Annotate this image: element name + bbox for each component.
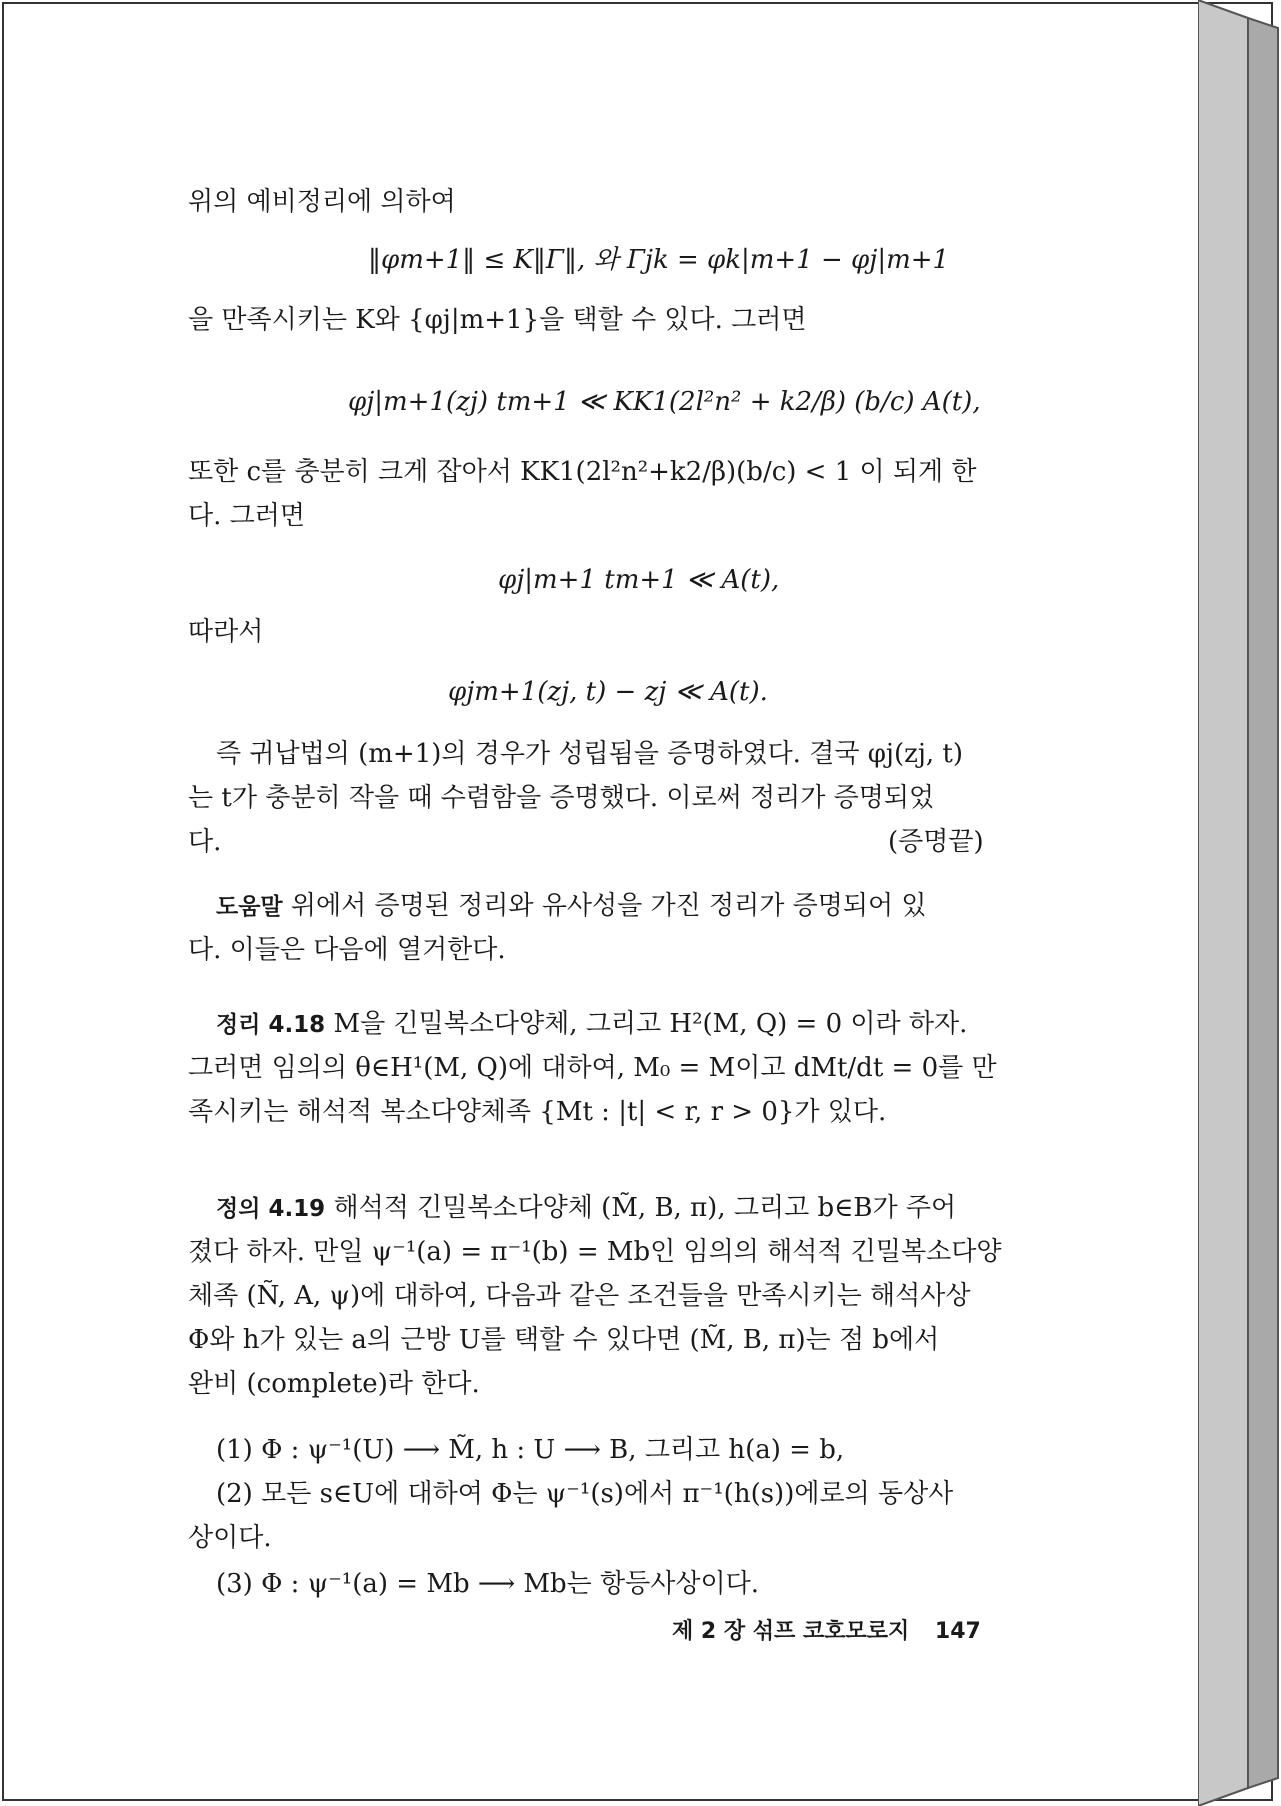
note-label: 도움말	[216, 894, 283, 920]
equation-2: φj|m+1(zj) tm+1 ≪ KK1(2l²n² + k2/β) (b/c) A(t),	[348, 387, 981, 417]
condition-1: (1) Φ : ψ⁻¹(U) ⟶ M̃, h : U ⟶ B, 그리고 h(a) = b,	[216, 1435, 845, 1465]
running-footer	[672, 1614, 981, 1645]
note-line	[216, 884, 926, 929]
equation-1: ‖φm+1‖ ≤ K‖Γ‖, 와 Γjk = φk|m+1 − φj|m+1	[368, 245, 950, 275]
paragraph-line: 족시키는 해석적 복소다양체족 {Mt : |t| < r, r > 0}가 있다.	[188, 1097, 887, 1127]
page-number: 147	[934, 1619, 981, 1644]
paragraph-line: 다. 그러면	[188, 501, 305, 531]
paragraph-line: 위의 예비정리에 의하여	[188, 187, 456, 217]
paragraph-line: 졌다 하자. 만일 ψ⁻¹(a) = π⁻¹(b) = Mb인 임의의 해석적 긴밀복소다양	[188, 1237, 1002, 1267]
paragraph-line: 체족 (Ñ, A, ψ)에 대하여, 다음과 같은 조건들을 만족시키는 해석사상	[188, 1281, 971, 1311]
theorem-text: M을 긴밀복소다양체, 그리고 H²(M, Q) = 0 이라 하자.	[333, 1009, 968, 1039]
paragraph-line: 는 t가 충분히 작을 때 수렴함을 증명했다. 이로써 정리가 증명되었	[188, 783, 935, 813]
condition-2: (2) 모든 s∈U에 대하여 Φ는 ψ⁻¹(s)에서 π⁻¹(h(s))에로의 동상사	[216, 1479, 954, 1509]
theorem-line	[216, 1002, 967, 1047]
definition-label: 정의 4.19	[216, 1196, 326, 1222]
definition-text: 해석적 긴밀복소다양체 (M̃, B, π), 그리고 b∈B가 주어	[333, 1193, 957, 1223]
definition-line	[216, 1186, 956, 1231]
paragraph-line: 완비 (complete)라 한다.	[188, 1369, 480, 1399]
note-text: 위에서 증명된 정리와 유사성을 가진 정리가 증명되어 있	[290, 891, 927, 921]
paragraph-line: 따라서	[188, 617, 264, 647]
paragraph-line: Φ와 h가 있는 a의 근방 U를 택할 수 있다면 (M̃, B, π)는 점 b에서	[188, 1325, 940, 1355]
paragraph-line: 다.	[188, 827, 222, 857]
paragraph-line: 을 만족시키는 K와 {φj|m+1}을 택할 수 있다. 그러면	[188, 305, 807, 335]
paragraph-line: 즉 귀납법의 (m+1)의 경우가 성립됨을 증명하였다. 결국 φj(zj, t)	[216, 739, 963, 769]
paragraph-line: 상이다.	[188, 1523, 272, 1553]
paragraph-line: 다. 이들은 다음에 열거한다.	[188, 935, 506, 965]
theorem-label: 정리 4.18	[216, 1012, 326, 1038]
paragraph-line: 그러면 임의의 θ∈H¹(M, Q)에 대하여, M₀ = M이고 dMt/dt = 0를 만	[188, 1053, 997, 1083]
qed-marker: (증명끝)	[888, 827, 984, 857]
equation-4: φjm+1(zj, t) − zj ≪ A(t).	[448, 677, 768, 707]
chapter-title: 제 2 장 섞프 코호모로지	[672, 1619, 910, 1644]
condition-3: (3) Φ : ψ⁻¹(a) = Mb ⟶ Mb는 항등사상이다.	[216, 1569, 760, 1599]
paragraph-line: 또한 c를 충분히 크게 잡아서 KK1(2l²n²+k2/β)(b/c) < 1 이 되게 한	[188, 457, 977, 487]
equation-3: φj|m+1 tm+1 ≪ A(t),	[498, 565, 780, 595]
